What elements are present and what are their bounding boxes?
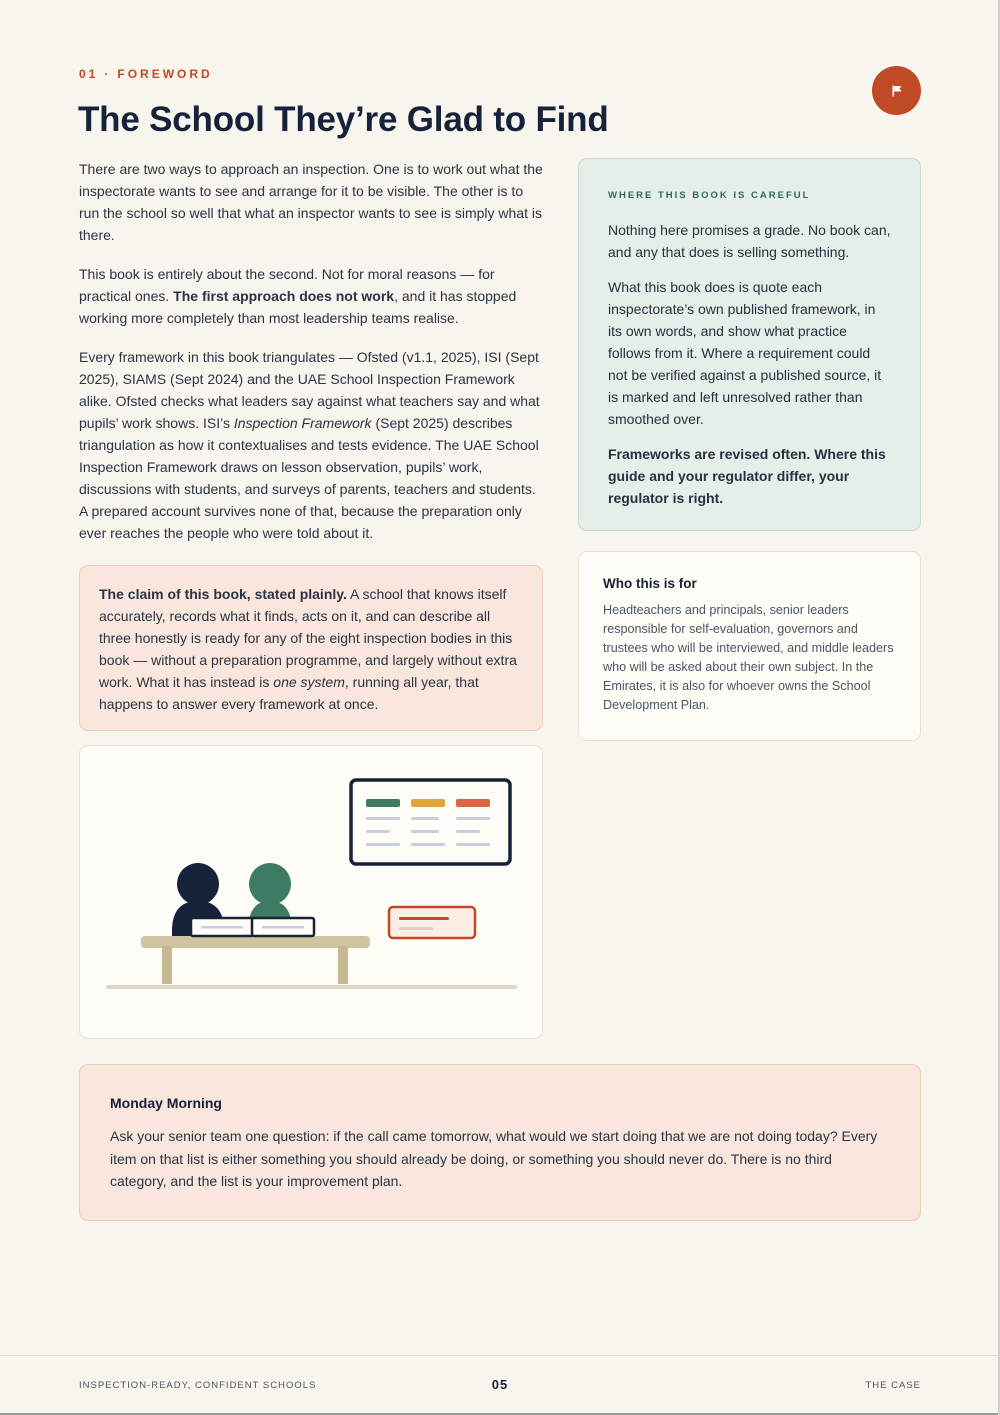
claim-lead: The claim of this book, stated plainly. <box>99 586 347 602</box>
board-bar-green <box>366 799 400 807</box>
body-italic: Inspection Framework <box>233 415 372 431</box>
meeting-illustration <box>80 746 543 1039</box>
aside-text: . <box>719 490 724 506</box>
claim-italic: one system <box>273 674 345 690</box>
body-text: Every framework in this book triangulates — Ofsted (v1.1, 2025), ISI (Sept 2025), SIAMS (Sept 2024) and the UAE School Inspection Framework alike. Ofsted checks what leaders say against what teachers say and what pupils’ work shows. ISI’s <box>79 349 540 431</box>
eyebrow-separator: · <box>104 67 112 81</box>
body-text: , and it has stopped working more completely than most leadership teams realise. <box>79 288 517 326</box>
section-badge <box>872 66 921 115</box>
aside-emphasis: your regulator is right <box>608 468 850 506</box>
person-navy <box>177 863 219 905</box>
table-top <box>141 936 370 948</box>
careful-aside <box>578 158 921 531</box>
aside-kicker: WHERE THIS BOOK IS CAREFUL <box>608 190 811 201</box>
page-title: The School They’re Glad to Find <box>78 100 609 139</box>
board-bar-amber <box>411 799 445 807</box>
floor-line <box>106 985 517 989</box>
audience-card <box>578 551 921 741</box>
section-eyebrow <box>79 67 213 81</box>
body-paragraph-1: There are two ways to approach an inspection. One is to work out what the inspectorate wants to see and arrange for it to be visible. The other is to run the school so well that what an inspector wants to see is simply what is there. <box>79 161 543 243</box>
claim-text: A school that knows itself accurately, records what it finds, acts on it, and can describe all three honestly is ready for any of the eight inspection bodies in this book — without a preparation programme, and largely without extra work. What it has instead is <box>99 586 517 690</box>
footer-divider <box>0 1355 1000 1356</box>
audience-body: Headteachers and principals, senior leaders responsible for self-evaluation, governors and trustees who will be interviewed, and middle leaders who will be asked about their own subject. In the Emirates, it is also for whoever owns the School Development Plan. <box>603 603 894 712</box>
body-column <box>79 158 547 561</box>
aside-text: Frameworks are revised often. Where this guide and your regulator differ, <box>608 446 886 484</box>
aside-paragraph-3 <box>608 443 891 509</box>
body-text: This book is entirely about the second. Not for moral reasons — for practical ones. <box>79 266 495 304</box>
body-text: (Sept 2025) describes triangulation as how it contextualises and tests evidence. The UAE School Inspection Framework draws on lesson observation, pupils’ work, discussions with students, and surveys of parents, teachers and students. A prepared account survives none of that, because the preparation only ever reaches the people who were told about it. <box>79 415 539 541</box>
illustration-card <box>79 745 543 1039</box>
page-number: 05 <box>491 1377 509 1392</box>
monday-morning-callout <box>79 1064 921 1221</box>
aside-paragraph-1: Nothing here promises a grade. No book can, and any that does is selling something. <box>608 222 891 260</box>
section-label: FOREWORD <box>117 67 213 81</box>
aside-paragraph-2: What this book does is quote each inspectorate’s own published framework, in its own words, and show what practice follows from it. Where a requirement could not be verified against a published source, it is marked and left unresolved rather than smoothed over. <box>608 279 882 427</box>
person-green <box>249 863 291 905</box>
display-board <box>351 780 510 864</box>
monday-title: Monday Morning <box>110 1095 222 1111</box>
audience-title: Who this is for <box>603 576 697 591</box>
body-paragraph-3 <box>79 346 547 544</box>
note-card <box>389 907 475 938</box>
monday-body: Ask your senior team one question: if the call came tomorrow, what would we start doing that we are not doing today? Every item on that list is either something you should already be doing, or something you should never do. There is no third category, and the list is your improvement plan. <box>110 1128 878 1189</box>
footer-book-title: INSPECTION-READY, CONFIDENT SCHOOLS <box>79 1380 317 1391</box>
flag-icon <box>890 84 904 98</box>
board-bar-orange <box>456 799 490 807</box>
body-emphasis: The first approach does not work <box>173 288 395 304</box>
claim-text: , running all year, that happens to answer every framework at once. <box>99 674 479 712</box>
footer-section: THE CASE <box>865 1380 921 1391</box>
section-number: 01 <box>79 67 99 81</box>
claim-callout <box>79 565 543 731</box>
body-paragraph-2 <box>79 263 547 329</box>
